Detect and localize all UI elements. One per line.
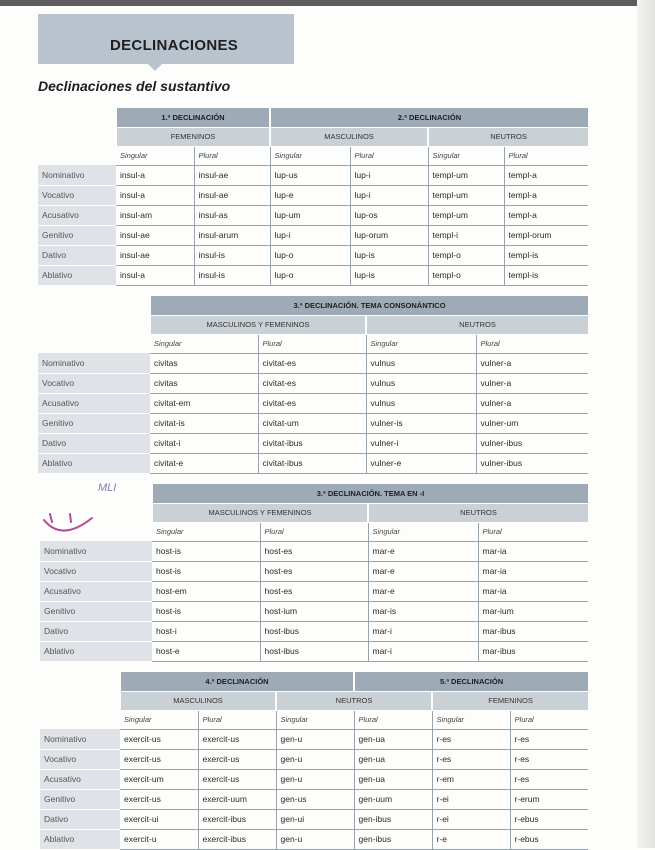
case-label: Ablativo — [40, 641, 152, 661]
form-cell: r-es — [510, 749, 588, 769]
form-cell: insul-am — [116, 205, 194, 225]
form-cell: insul-as — [194, 205, 270, 225]
case-label: Nominativo — [40, 541, 152, 561]
number-header: Singular — [276, 710, 354, 729]
table-row — [40, 749, 588, 769]
group-header: 1.ª DECLINACIÓN — [116, 108, 270, 127]
form-cell: host-is — [152, 541, 260, 561]
form-cell: exercit-ui — [120, 809, 198, 829]
number-header: Singular — [366, 334, 476, 353]
case-label: Genitivo — [40, 601, 152, 621]
table-row — [40, 541, 588, 561]
case-label: Acusativo — [40, 769, 120, 789]
form-cell: r-ei — [432, 809, 510, 829]
table-row — [40, 809, 588, 829]
form-cell: civitat-um — [258, 413, 366, 433]
form-cell: mar-ia — [478, 541, 588, 561]
form-cell: templ-um — [428, 205, 504, 225]
form-cell: civitat-ibus — [258, 433, 366, 453]
form-cell: lup-os — [350, 205, 428, 225]
form-cell: mar-e — [368, 541, 478, 561]
form-cell: host-ium — [260, 601, 368, 621]
form-cell: gen-u — [276, 769, 354, 789]
form-cell: mar-is — [368, 601, 478, 621]
case-label: Vocativo — [40, 749, 120, 769]
form-cell: gen-us — [276, 789, 354, 809]
case-label: Acusativo — [38, 205, 116, 225]
form-cell: vulner-i — [366, 433, 476, 453]
gender-header: MASCULINOS Y FEMENINOS — [150, 315, 366, 334]
form-cell: vulnus — [366, 353, 476, 373]
number-header: Plural — [194, 146, 270, 165]
number-header: Singular — [150, 334, 258, 353]
table-row — [40, 601, 588, 621]
form-cell: mar-ibus — [478, 641, 588, 661]
form-cell: exercit-us — [120, 729, 198, 749]
case-label: Nominativo — [40, 729, 120, 749]
form-cell: exercit-u — [120, 829, 198, 849]
form-cell: vulner-ibus — [476, 433, 588, 453]
form-cell: host-es — [260, 581, 368, 601]
form-cell: templ-a — [504, 185, 588, 205]
form-cell: lup-is — [350, 245, 428, 265]
case-label: Vocativo — [38, 373, 150, 393]
form-cell: host-is — [152, 601, 260, 621]
table-row — [38, 433, 588, 453]
number-header: Plural — [504, 146, 588, 165]
form-cell: civitat-e — [150, 453, 258, 473]
gender-header: NEUTROS — [428, 127, 588, 146]
form-cell: lup-e — [270, 185, 350, 205]
top-edge — [0, 0, 655, 6]
form-cell: gen-u — [276, 829, 354, 849]
form-cell: civitas — [150, 373, 258, 393]
case-label: Ablativo — [38, 265, 116, 285]
form-cell: civitat-es — [258, 393, 366, 413]
form-cell: insul-ae — [194, 165, 270, 185]
number-header: Singular — [432, 710, 510, 729]
form-cell: mar-ia — [478, 561, 588, 581]
table-row — [38, 373, 588, 393]
table-row — [40, 581, 588, 601]
table-row — [38, 245, 588, 265]
number-header: Plural — [350, 146, 428, 165]
form-cell: civitat-i — [150, 433, 258, 453]
gender-header: MASCULINOS Y FEMENINOS — [152, 503, 368, 522]
gender-header: NEUTROS — [368, 503, 588, 522]
form-cell: templ-o — [428, 245, 504, 265]
table-row — [38, 265, 588, 285]
case-label: Ablativo — [40, 829, 120, 849]
table-row — [38, 393, 588, 413]
group-header: 2.ª DECLINACIÓN — [270, 108, 588, 127]
table-row — [40, 789, 588, 809]
form-cell: templ-orum — [504, 225, 588, 245]
case-label: Dativo — [38, 433, 150, 453]
gender-header: NEUTROS — [366, 315, 588, 334]
form-cell: lup-i — [350, 185, 428, 205]
form-cell: host-es — [260, 561, 368, 581]
form-cell: insul-ae — [116, 245, 194, 265]
form-cell: insul-ae — [116, 225, 194, 245]
table-row — [38, 225, 588, 245]
form-cell: gen-ua — [354, 729, 432, 749]
table-declension-3-consonant — [38, 296, 588, 474]
form-cell: r-es — [432, 729, 510, 749]
gender-header: FEMENINOS — [116, 127, 270, 146]
table-row — [40, 641, 588, 661]
form-cell: civitat-em — [150, 393, 258, 413]
form-cell: gen-ua — [354, 769, 432, 789]
form-cell: exercit-us — [120, 749, 198, 769]
form-cell: gen-ua — [354, 749, 432, 769]
handwritten-note: MLI — [98, 482, 117, 494]
form-cell: r-es — [432, 749, 510, 769]
case-label: Acusativo — [40, 581, 152, 601]
form-cell: gen-ibus — [354, 809, 432, 829]
table-row — [38, 185, 588, 205]
section-subtitle: Declinaciones del sustantivo — [38, 78, 231, 94]
form-cell: civitat-ibus — [258, 453, 366, 473]
number-header: Singular — [368, 522, 478, 541]
page-edge-shadow — [637, 0, 655, 848]
form-cell: vulner-e — [366, 453, 476, 473]
form-cell: r-erum — [510, 789, 588, 809]
number-header: Plural — [198, 710, 276, 729]
form-cell: civitas — [150, 353, 258, 373]
number-header: Plural — [478, 522, 588, 541]
group-header: 3.ª DECLINACIÓN. TEMA CONSONÁNTICO — [150, 296, 588, 315]
table-row — [40, 561, 588, 581]
number-header: Singular — [120, 710, 198, 729]
form-cell: exercit-us — [198, 769, 276, 789]
form-cell: insul-is — [194, 265, 270, 285]
form-cell: r-es — [510, 769, 588, 789]
group-header: 5.ª DECLINACIÓN — [354, 672, 588, 691]
form-cell: gen-ibus — [354, 829, 432, 849]
form-cell: exercit-uum — [198, 789, 276, 809]
page-title: DECLINACIONES — [110, 37, 239, 54]
case-label: Genitivo — [40, 789, 120, 809]
case-label: Dativo — [40, 809, 120, 829]
form-cell: vulner-a — [476, 373, 588, 393]
gender-header: MASCULINOS — [270, 127, 428, 146]
case-label: Dativo — [38, 245, 116, 265]
form-cell: templ-is — [504, 245, 588, 265]
form-cell: lup-is — [350, 265, 428, 285]
case-label: Ablativo — [38, 453, 150, 473]
form-cell: r-es — [510, 729, 588, 749]
number-header: Plural — [354, 710, 432, 729]
form-cell: mar-ia — [478, 581, 588, 601]
number-header: Singular — [116, 146, 194, 165]
form-cell: exercit-ibus — [198, 809, 276, 829]
form-cell: templ-a — [504, 205, 588, 225]
form-cell: lup-um — [270, 205, 350, 225]
form-cell: civitat-is — [150, 413, 258, 433]
table-row — [38, 413, 588, 433]
form-cell: templ-a — [504, 165, 588, 185]
group-header: 3.ª DECLINACIÓN. TEMA EN -I — [152, 484, 588, 503]
number-header: Plural — [258, 334, 366, 353]
table-row — [40, 621, 588, 641]
number-header: Plural — [476, 334, 588, 353]
form-cell: host-i — [152, 621, 260, 641]
form-cell: vulner-a — [476, 353, 588, 373]
table-row — [40, 729, 588, 749]
case-label: Genitivo — [38, 413, 150, 433]
table-declension-4-5 — [40, 672, 588, 850]
form-cell: gen-uum — [354, 789, 432, 809]
table-row — [38, 453, 588, 473]
form-cell: lup-o — [270, 265, 350, 285]
form-cell: vulnus — [366, 393, 476, 413]
form-cell: vulner-a — [476, 393, 588, 413]
form-cell: templ-i — [428, 225, 504, 245]
table-row — [40, 829, 588, 849]
form-cell: gen-ui — [276, 809, 354, 829]
form-cell: gen-u — [276, 729, 354, 749]
form-cell: lup-i — [270, 225, 350, 245]
form-cell: host-ibus — [260, 621, 368, 641]
form-cell: r-em — [432, 769, 510, 789]
form-cell: lup-o — [270, 245, 350, 265]
number-header: Singular — [270, 146, 350, 165]
form-cell: gen-u — [276, 749, 354, 769]
table-row — [38, 205, 588, 225]
form-cell: lup-i — [350, 165, 428, 185]
form-cell: insul-a — [116, 265, 194, 285]
form-cell: exercit-us — [198, 749, 276, 769]
banner-notch — [148, 64, 162, 71]
form-cell: host-e — [152, 641, 260, 661]
form-cell: mar-ium — [478, 601, 588, 621]
gender-header: MASCULINOS — [120, 691, 276, 710]
case-label: Genitivo — [38, 225, 116, 245]
case-label: Acusativo — [38, 393, 150, 413]
case-label: Nominativo — [38, 353, 150, 373]
number-header: Plural — [510, 710, 588, 729]
form-cell: r-ebus — [510, 829, 588, 849]
form-cell: insul-ae — [194, 185, 270, 205]
table-row — [40, 769, 588, 789]
form-cell: templ-is — [504, 265, 588, 285]
form-cell: exercit-us — [198, 729, 276, 749]
form-cell: insul-arum — [194, 225, 270, 245]
form-cell: mar-ibus — [478, 621, 588, 641]
form-cell: templ-o — [428, 265, 504, 285]
form-cell: r-e — [432, 829, 510, 849]
table-declension-1-2 — [38, 108, 588, 286]
case-label: Vocativo — [40, 561, 152, 581]
form-cell: templ-um — [428, 185, 504, 205]
form-cell: insul-is — [194, 245, 270, 265]
form-cell: host-ibus — [260, 641, 368, 661]
gender-header: FEMENINOS — [432, 691, 588, 710]
case-label: Nominativo — [38, 165, 116, 185]
form-cell: vulner-um — [476, 413, 588, 433]
number-header: Plural — [260, 522, 368, 541]
form-cell: lup-us — [270, 165, 350, 185]
form-cell: mar-i — [368, 621, 478, 641]
form-cell: host-es — [260, 541, 368, 561]
form-cell: vulner-is — [366, 413, 476, 433]
form-cell: r-ei — [432, 789, 510, 809]
number-header: Singular — [428, 146, 504, 165]
form-cell: civitat-es — [258, 353, 366, 373]
case-label: Dativo — [40, 621, 152, 641]
form-cell: r-ebus — [510, 809, 588, 829]
form-cell: templ-um — [428, 165, 504, 185]
form-cell: vulnus — [366, 373, 476, 393]
form-cell: lup-orum — [350, 225, 428, 245]
form-cell: host-is — [152, 561, 260, 581]
table-declension-3-i-stem — [40, 484, 588, 662]
form-cell: insul-a — [116, 185, 194, 205]
form-cell: insul-a — [116, 165, 194, 185]
form-cell: exercit-us — [120, 789, 198, 809]
form-cell: mar-e — [368, 561, 478, 581]
form-cell: exercit-um — [120, 769, 198, 789]
form-cell: civitat-es — [258, 373, 366, 393]
form-cell: mar-e — [368, 581, 478, 601]
gender-header: NEUTROS — [276, 691, 432, 710]
table-row — [38, 165, 588, 185]
number-header: Singular — [152, 522, 260, 541]
form-cell: host-em — [152, 581, 260, 601]
form-cell: vulner-ibus — [476, 453, 588, 473]
table-row — [38, 353, 588, 373]
form-cell: mar-i — [368, 641, 478, 661]
case-label: Vocativo — [38, 185, 116, 205]
group-header: 4.ª DECLINACIÓN — [120, 672, 354, 691]
form-cell: exercit-ibus — [198, 829, 276, 849]
